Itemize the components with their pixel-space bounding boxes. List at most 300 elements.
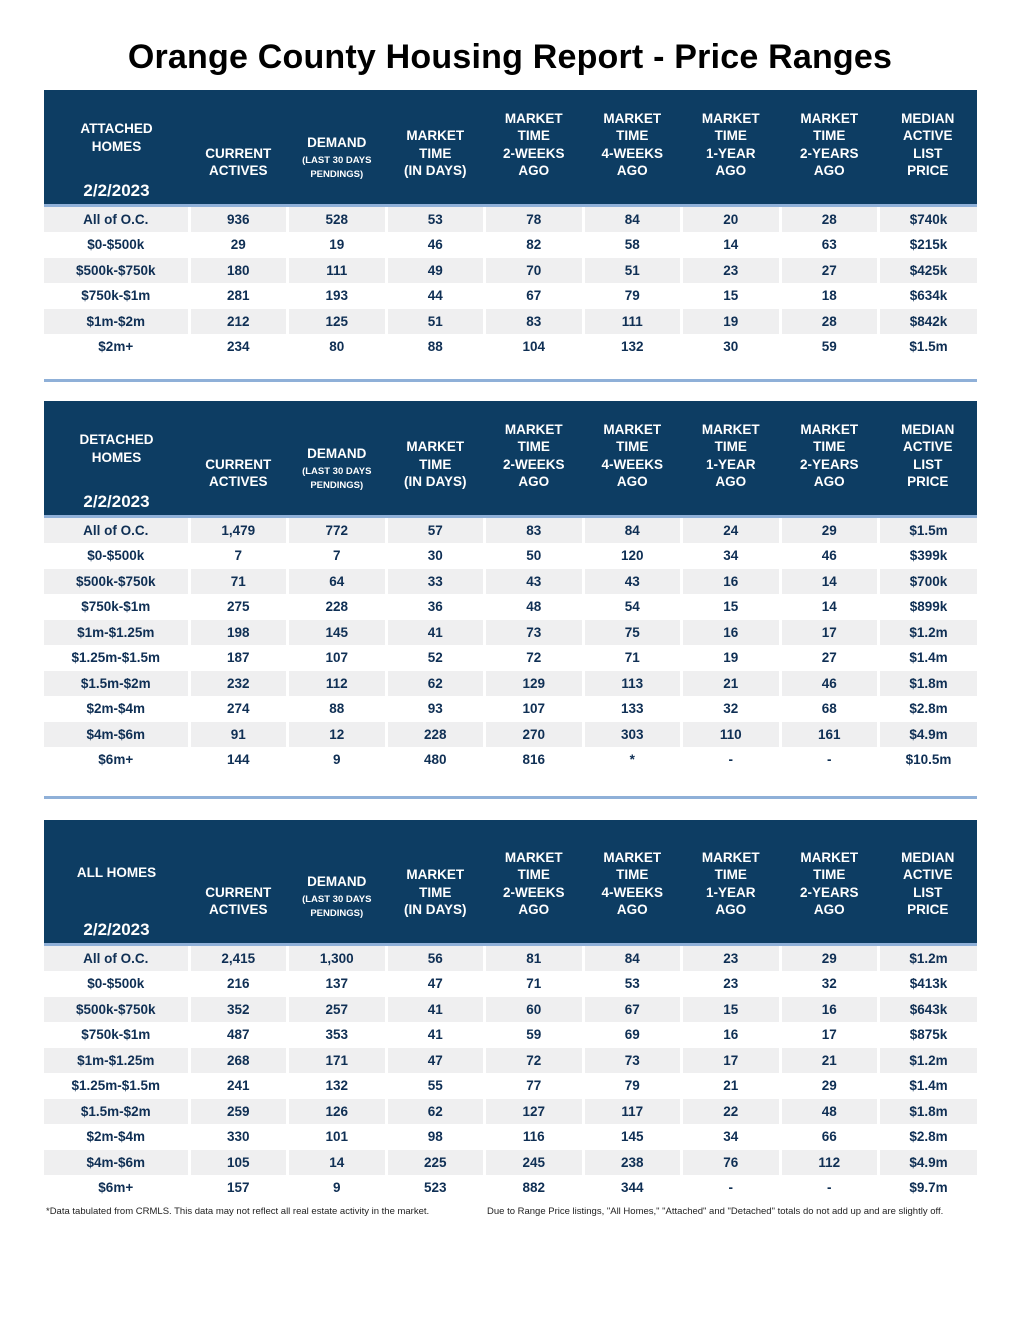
column-header [583,820,682,944]
data-cell: 112 [288,671,387,697]
column-header [288,820,387,944]
data-cell: 187 [189,645,288,671]
column-header-line: 4-WEEKS [601,456,663,472]
price-range-cell: $1.5m-$2m [44,1099,189,1125]
data-cell: 49 [386,258,485,284]
data-cell: 212 [189,309,288,335]
column-header-line: TIME [517,439,550,454]
price-range-cell: $1.25m-$1.5m [44,1073,189,1099]
data-cell: 145 [583,1124,682,1150]
data-cell: 12 [288,722,387,748]
footnote-totals: Due to Range Price listings, "All Homes," "Attached" and "Detached" totals do not add up and are slightly off. [487,1206,944,1217]
column-header-line: LIST [913,884,943,900]
column-header-line: MARKET [603,849,662,865]
data-cell: 20 [682,205,781,232]
data-cell: 145 [288,620,387,646]
data-cell: - [780,1175,879,1201]
column-header-line: 2-YEARS [799,456,859,472]
data-cell: 105 [189,1150,288,1176]
data-cell: 67 [583,997,682,1023]
data-cell: $4.9m [879,722,978,748]
data-cell: 936 [189,205,288,232]
data-cell: 104 [485,334,584,360]
data-cell: 78 [485,205,584,232]
data-cell: 98 [386,1124,485,1150]
column-header [485,820,584,944]
report-date: 2/2/2023 [83,920,150,939]
footnote-source: *Data tabulated from CRMLS. This data may not reflect all real estate activity in the market. [46,1206,430,1217]
data-cell: 303 [583,722,682,748]
data-cell: 69 [583,1022,682,1048]
data-cell: 1,479 [189,516,288,543]
price-range-cell: $4m-$6m [44,1150,189,1176]
data-cell: 225 [386,1150,485,1176]
report-date: 2/2/2023 [83,492,150,511]
column-header-line: MARKET [603,421,662,437]
column-header-line: CURRENT [205,456,272,472]
data-cell: 46 [780,671,879,697]
column-header-line: LIST [913,456,943,472]
table-row [44,747,977,773]
data-cell: $700k [879,569,978,595]
column-header-line: MARKET [406,128,465,143]
data-cell: 241 [189,1073,288,1099]
data-cell: 110 [682,722,781,748]
table-row [44,1099,977,1125]
column-header-line: 2-YEARS [799,884,859,900]
data-cell: $399k [879,543,978,569]
table-row [44,696,977,722]
column-header-line: TIME [714,128,747,143]
column-header-line: MARKET [504,110,563,126]
data-cell: $1.2m [879,620,978,646]
column-header-line: TIME [813,867,846,882]
data-cell: 352 [189,997,288,1023]
data-cell: $9.7m [879,1175,978,1201]
data-cell: 1,300 [288,944,387,971]
column-header-line: MEDIAN [901,849,955,865]
table-row [44,620,977,646]
data-cell: $1.8m [879,671,978,697]
column-header-line: MARKET [701,110,760,126]
data-cell: 257 [288,997,387,1023]
data-cell: $2.8m [879,1124,978,1150]
data-cell: 84 [583,205,682,232]
table-row [44,1022,977,1048]
table-row [44,232,977,258]
data-cell: 16 [682,569,781,595]
price-range-cell: $2m+ [44,334,189,360]
column-header-line: AGO [715,902,747,917]
data-cell: 21 [682,671,781,697]
column-header-line: 4-WEEKS [601,884,663,900]
data-cell: 157 [189,1175,288,1201]
data-cell: 81 [485,944,584,971]
data-cell: 88 [288,696,387,722]
data-cell: 17 [780,620,879,646]
data-cell: 33 [386,569,485,595]
data-cell: 274 [189,696,288,722]
column-header-line: ACTIVES [208,474,268,489]
column-header-line: AGO [616,163,648,178]
data-cell: 59 [485,1022,584,1048]
column-header-line: TIME [517,128,550,143]
column-header-line: AGO [518,474,550,489]
table-row [44,594,977,620]
data-cell: 47 [386,1048,485,1074]
column-header-subtext: (LAST 30 DAYS PENDINGS) [302,465,372,491]
data-cell: 48 [780,1099,879,1125]
column-header-line: TIME [419,456,452,472]
price-range-cell: $750k-$1m [44,594,189,620]
column-header-line: PRICE [907,902,949,917]
data-cell: $215k [879,232,978,258]
data-cell: $899k [879,594,978,620]
column-header [386,820,485,944]
data-cell: $413k [879,971,978,997]
table-row [44,997,977,1023]
column-header-line: AGO [518,902,550,917]
data-cell: 28 [780,205,879,232]
data-cell: 228 [386,722,485,748]
price-range-cell: $2m-$4m [44,1124,189,1150]
data-cell: 23 [682,971,781,997]
data-cell: 9 [288,1175,387,1201]
data-cell: 76 [682,1150,781,1176]
data-cell: 14 [682,232,781,258]
data-cell: 52 [386,645,485,671]
data-cell: 28 [780,309,879,335]
data-cell: 59 [780,334,879,360]
data-cell: 83 [485,309,584,335]
data-cell: - [682,1175,781,1201]
table-row [44,1124,977,1150]
price-range-cell: $0-$500k [44,971,189,997]
data-cell: 72 [485,645,584,671]
data-cell: 330 [189,1124,288,1150]
column-header-line: TIME [813,439,846,454]
data-cell: 132 [583,334,682,360]
column-header [682,401,781,516]
column-header-line: ACTIVE [902,128,953,143]
column-header-line: (IN DAYS) [403,163,467,178]
header-row [44,820,977,944]
data-cell: $643k [879,997,978,1023]
column-header [386,401,485,516]
column-header-line: AGO [616,474,648,489]
table-row [44,543,977,569]
data-cell: 112 [780,1150,879,1176]
data-cell: $740k [879,205,978,232]
data-cell: 14 [780,569,879,595]
table-row [44,1048,977,1074]
column-header-line: 2-WEEKS [502,456,565,472]
data-cell: 9 [288,747,387,773]
price-range-cell: $1m-$1.25m [44,1048,189,1074]
column-header-line: AGO [813,902,845,917]
section-divider [44,796,977,799]
data-cell: 51 [583,258,682,284]
data-cell: 125 [288,309,387,335]
data-cell: 15 [682,594,781,620]
table-label: ALL HOMES [76,865,157,880]
table-row [44,944,977,971]
data-cell: 19 [682,645,781,671]
data-cell: 107 [485,696,584,722]
data-cell: 79 [583,1073,682,1099]
data-cell: 228 [288,594,387,620]
column-header-subtext: (LAST 30 DAYS PENDINGS) [302,154,372,180]
data-cell: 88 [386,334,485,360]
data-cell: 84 [583,516,682,543]
data-cell: 68 [780,696,879,722]
data-cell: $1.5m [879,334,978,360]
data-cell: 41 [386,1022,485,1048]
data-cell: 66 [780,1124,879,1150]
column-header-line: (IN DAYS) [403,902,467,917]
price-range-cell: $750k-$1m [44,1022,189,1048]
data-cell: 71 [189,569,288,595]
data-cell: 107 [288,645,387,671]
data-cell: $1.4m [879,1073,978,1099]
data-cell: 47 [386,971,485,997]
column-header [189,401,288,516]
price-range-cell: $0-$500k [44,232,189,258]
data-cell: $1.4m [879,645,978,671]
data-cell: 29 [780,944,879,971]
column-header-line: MARKET [603,110,662,126]
data-cell: 111 [583,309,682,335]
section-divider [44,379,977,382]
data-cell: 16 [682,1022,781,1048]
table-label-cell [44,820,189,944]
table-label-cell [44,401,189,516]
data-cell: 34 [682,543,781,569]
column-header [485,401,584,516]
price-range-cell: $0-$500k [44,543,189,569]
data-cell: 53 [386,205,485,232]
data-cell: 60 [485,997,584,1023]
table-row [44,283,977,309]
column-header-line: MARKET [504,849,563,865]
column-header-line: DEMAND [307,874,367,889]
data-cell: 32 [780,971,879,997]
column-header [682,820,781,944]
column-header-line: ACTIVES [208,163,268,178]
data-cell: 75 [583,620,682,646]
price-range-cell: $1m-$1.25m [44,620,189,646]
data-cell: 882 [485,1175,584,1201]
column-header-line: AGO [715,163,747,178]
data-cell: 16 [780,997,879,1023]
table-row [44,722,977,748]
data-cell: 14 [780,594,879,620]
column-header [780,820,879,944]
column-header [583,401,682,516]
attached-homes-table [44,90,977,360]
column-header-line: PRICE [907,474,949,489]
column-header-line: TIME [813,128,846,143]
column-header-line: AGO [813,163,845,178]
column-header-line: TIME [419,145,452,161]
data-cell: 171 [288,1048,387,1074]
column-header-line: 1-YEAR [705,145,756,161]
table-label: ATTACHED HOMES [80,121,153,154]
data-cell: 55 [386,1073,485,1099]
data-cell: 259 [189,1099,288,1125]
data-cell: 487 [189,1022,288,1048]
column-header [386,90,485,205]
table-row [44,569,977,595]
data-cell: 22 [682,1099,781,1125]
data-cell: 84 [583,944,682,971]
data-cell: 16 [682,620,781,646]
data-cell: 21 [780,1048,879,1074]
data-cell: 27 [780,258,879,284]
data-cell: * [583,747,682,773]
attached-homes-section [44,90,977,360]
data-cell: 7 [288,543,387,569]
data-cell: $1.8m [879,1099,978,1125]
data-cell: 268 [189,1048,288,1074]
data-cell: $425k [879,258,978,284]
column-header-line: ACTIVES [208,902,268,917]
column-header-line: MARKET [800,849,859,865]
data-cell: 7 [189,543,288,569]
data-cell: - [682,747,781,773]
column-header [879,401,978,516]
data-cell: 18 [780,283,879,309]
data-cell: 67 [485,283,584,309]
column-header-line: AGO [616,902,648,917]
data-cell: 64 [288,569,387,595]
table-row [44,205,977,232]
data-cell: $1.2m [879,1048,978,1074]
table-row [44,1150,977,1176]
data-cell: 36 [386,594,485,620]
column-header-line: DEMAND [307,135,367,150]
data-cell: 71 [583,645,682,671]
column-header-line: MARKET [406,439,465,454]
data-cell: 129 [485,671,584,697]
data-cell: 63 [780,232,879,258]
column-header [189,820,288,944]
report-date: 2/2/2023 [83,181,150,200]
data-cell: 29 [780,1073,879,1099]
data-cell: 46 [780,543,879,569]
data-cell: $842k [879,309,978,335]
data-cell: 44 [386,283,485,309]
data-cell: 30 [386,543,485,569]
table-row [44,258,977,284]
header-row [44,401,977,516]
price-range-cell: $1.5m-$2m [44,671,189,697]
column-header-line: CURRENT [205,884,272,900]
column-header [583,90,682,205]
data-cell: 19 [682,309,781,335]
column-header-line: TIME [616,439,649,454]
column-header-line: MEDIAN [901,110,955,126]
data-cell: 111 [288,258,387,284]
data-cell: 58 [583,232,682,258]
column-header [288,401,387,516]
data-cell: 29 [189,232,288,258]
column-header-line: TIME [517,867,550,882]
data-cell: 46 [386,232,485,258]
data-cell: $10.5m [879,747,978,773]
price-range-cell: $500k-$750k [44,997,189,1023]
data-cell: 117 [583,1099,682,1125]
data-cell: 275 [189,594,288,620]
data-cell: 344 [583,1175,682,1201]
data-cell: 23 [682,944,781,971]
data-cell: 51 [386,309,485,335]
data-cell: 70 [485,258,584,284]
column-header-subtext: (LAST 30 DAYS PENDINGS) [302,893,372,919]
column-header-line: 2-WEEKS [502,884,565,900]
column-header-line: TIME [714,867,747,882]
data-cell: 161 [780,722,879,748]
column-header-line: MEDIAN [901,421,955,437]
column-header-line: 2-WEEKS [502,145,565,161]
column-header-line: TIME [419,884,452,900]
data-cell: 281 [189,283,288,309]
data-cell: $634k [879,283,978,309]
data-cell: 126 [288,1099,387,1125]
column-header-line: ACTIVE [902,867,953,882]
column-header-line: AGO [518,163,550,178]
column-header-line: 2-YEARS [799,145,859,161]
data-cell: 41 [386,997,485,1023]
data-cell: $1.2m [879,944,978,971]
data-cell: 79 [583,283,682,309]
column-header [485,90,584,205]
table-label-cell [44,90,189,205]
price-range-cell: $750k-$1m [44,283,189,309]
data-cell: $1.5m [879,516,978,543]
column-header-line: AGO [813,474,845,489]
table-row [44,516,977,543]
price-range-cell: $500k-$750k [44,569,189,595]
data-cell: 216 [189,971,288,997]
column-header-line: TIME [714,439,747,454]
data-cell: 23 [682,258,781,284]
column-header-line: MARKET [504,421,563,437]
data-cell: $875k [879,1022,978,1048]
data-cell: 50 [485,543,584,569]
data-cell: $4.9m [879,1150,978,1176]
report-title: Orange County Housing Report - Price Ranges [127,38,893,76]
data-cell: 30 [682,334,781,360]
data-cell: 480 [386,747,485,773]
data-cell: 144 [189,747,288,773]
column-header-line: PRICE [907,163,949,178]
column-header-line: CURRENT [205,145,272,161]
data-cell: 80 [288,334,387,360]
data-cell: 133 [583,696,682,722]
column-header-line: MARKET [701,421,760,437]
data-cell: 15 [682,997,781,1023]
column-header [189,90,288,205]
data-cell: 93 [386,696,485,722]
data-cell: 19 [288,232,387,258]
column-header-line: MARKET [406,867,465,882]
column-header-line: AGO [715,474,747,489]
data-cell: 62 [386,1099,485,1125]
table-row [44,309,977,335]
table-row [44,334,977,360]
column-header-line: DEMAND [307,446,367,461]
